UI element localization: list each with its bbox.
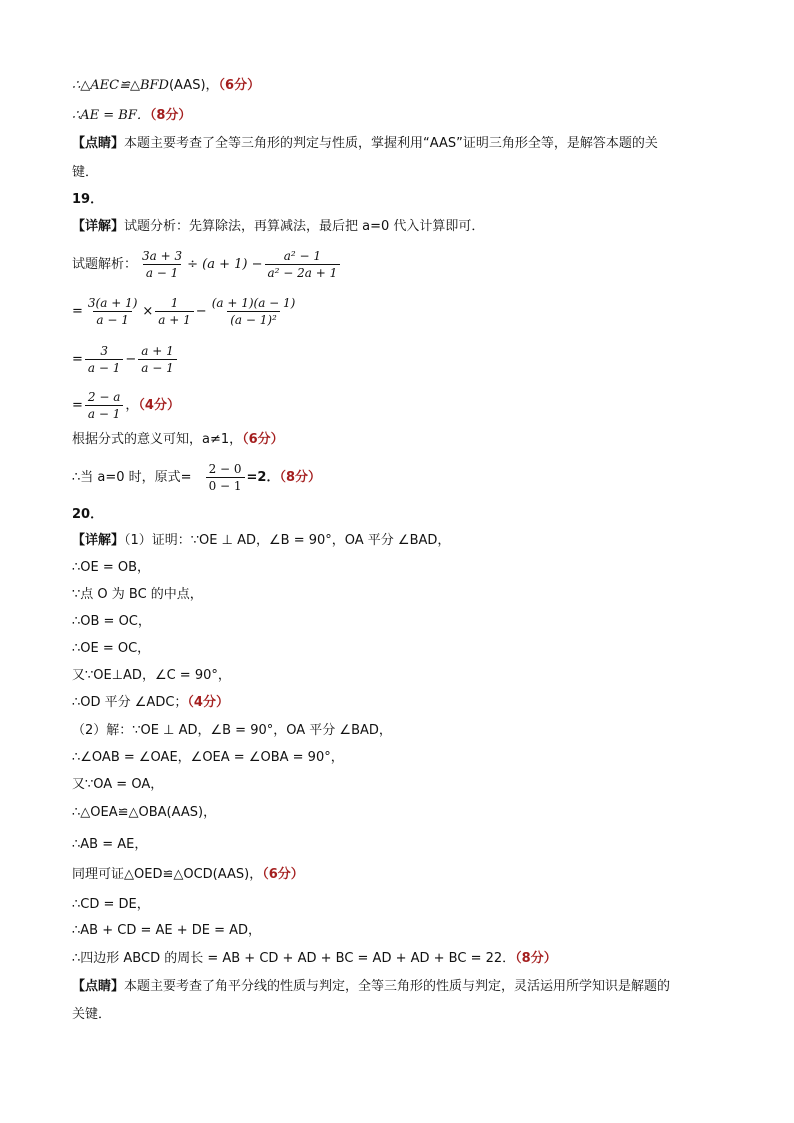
equation-1 (72, 246, 342, 284)
text: ∴AE = BF． (72, 108, 150, 123)
fraction (209, 296, 299, 327)
text: 试题分析：先算除法，再算减法，最后把 a=0 代入计算即可． (124, 219, 485, 234)
proof-line-1 (72, 532, 450, 550)
equation-4: = $\frac{2 - a}{a - 1}$ ，（4分） (72, 390, 180, 421)
text: 本题主要考查了角平分线的性质与判定，全等三角形的性质与判定，灵活运用所学知识是解题的 (124, 979, 671, 994)
score: （6分） (262, 867, 304, 882)
comment-20-end: 关键． (72, 1007, 112, 1022)
numerator: a + 1 (141, 344, 174, 358)
text: 同理可证△OED≌△OCD(AAS)， (72, 867, 263, 882)
equation-2: = $\frac{3(a + 1)}{a - 1}$ × $\frac{1}{a + 1}$ − $\frac{(a + 1)(a - 1)}{\text{(a − 1)²}}$ (72, 292, 300, 332)
comment-20 (72, 978, 670, 996)
numerator: 2 − 0 (208, 462, 242, 476)
question-19-number: 19． (72, 192, 104, 207)
proof-line-8: （2）解：∵OE ⊥ AD，∠B = 90°，OA 平分 ∠BAD， (72, 723, 392, 738)
denominator: a − 1 (85, 405, 123, 421)
score: （4分） (138, 398, 180, 413)
text: 试题解析： (72, 257, 138, 272)
proof-line-12: ∴AB = AE， (72, 837, 148, 852)
proof-line-13 (72, 866, 304, 884)
question-20-number: 20． (72, 507, 104, 522)
comment-heading: 【点睛】 (72, 979, 125, 994)
fraction (155, 296, 193, 327)
comment-18-end: 键． (72, 165, 99, 180)
fraction (138, 344, 176, 375)
proof-line-11: ∴△OEA≌△OBA(AAS)， (72, 805, 217, 820)
numerator: 3a + 3 (142, 249, 183, 263)
denominator: a − 1 (138, 359, 176, 375)
line-substitute (72, 458, 321, 498)
proof-line-16 (72, 950, 557, 968)
numerator: (a + 1)(a − 1) (211, 296, 296, 310)
proof-line-14: ∴CD = DE， (72, 897, 150, 912)
score: （8分） (149, 108, 192, 123)
text: ∴△AEC≌△BFD (72, 78, 169, 93)
score: （8分） (515, 951, 557, 966)
proof-line-6: 又∵OE⊥AD，∠C = 90°， (72, 668, 231, 683)
fraction (85, 390, 123, 421)
numerator: 1 (170, 296, 179, 310)
fraction (85, 344, 123, 375)
denominator: a − 1 (143, 264, 181, 280)
proof-line-2: ∴OE = OB， (72, 560, 151, 575)
numerator: 2 − a (87, 390, 121, 404)
fraction (139, 249, 185, 280)
proof-line-4: ∴OB = OC， (72, 614, 151, 629)
text: ∴当 a=0 时，原式= (72, 470, 192, 485)
proof-line-3: ∵点 O 为 BC 的中点， (72, 587, 203, 602)
score: （6分） (218, 78, 261, 93)
line-ae-bf (72, 107, 191, 125)
denominator: a − 1 (93, 311, 131, 327)
text: 本题主要考查了全等三角形的判定与性质，掌握利用“AAS”证明三角形全等，是解答本题的关 (124, 136, 658, 151)
text: (AAS)， (168, 78, 219, 93)
proof-line-9: ∴∠OAB = ∠OAE，∠OEA = ∠OBA = 90°， (72, 750, 344, 765)
numerator: 3 (100, 344, 108, 358)
fraction (265, 249, 341, 280)
text: ∴四边形 ABCD 的周长 = AB + CD + AD + BC = AD + AD + BC = 22． (72, 951, 516, 966)
comment-heading: 【点睛】 (72, 136, 125, 151)
line-domain (72, 431, 284, 449)
detail-heading: 【详解】 (72, 533, 125, 548)
denominator: a − 1 (85, 359, 123, 375)
equation-3: = $\frac{3}{a - 1}$ − $\frac{a + 1}{a - 1}$ (72, 340, 179, 380)
proof-line-7 (72, 694, 229, 712)
proof-line-5: ∴OE = OC， (72, 641, 151, 656)
text: 根据分式的意义可知，a≠1， (72, 432, 243, 447)
score: （8分） (279, 470, 322, 485)
proof-line-15: ∴AB + CD = AE + DE = AD， (72, 923, 262, 938)
detail-heading: 【详解】 (72, 219, 125, 234)
denominator: a + 1 (155, 311, 193, 327)
text: （1）证明：∵OE ⊥ AD，∠B = 90°，OA 平分 ∠BAD， (124, 533, 451, 548)
numerator: a² − 1 (283, 249, 322, 263)
fraction (206, 462, 245, 493)
text: ÷ (a + 1) − (187, 257, 263, 272)
line-congruent (72, 77, 260, 95)
proof-line-10: 又∵OA = OA， (72, 777, 164, 792)
score: （4分） (187, 695, 229, 710)
numerator: 3(a + 1) (87, 296, 138, 310)
denominator: 0 − 1 (206, 477, 245, 493)
score: （6分） (242, 432, 284, 447)
text: =2． (246, 470, 280, 485)
fraction (85, 296, 140, 327)
denominator: a² − 2a + 1 (265, 264, 341, 280)
comment-18 (72, 135, 658, 153)
analysis-19 (72, 218, 484, 236)
denominator: (a − 1)² (227, 311, 280, 327)
text: ∴OD 平分 ∠ADC； (72, 695, 188, 710)
